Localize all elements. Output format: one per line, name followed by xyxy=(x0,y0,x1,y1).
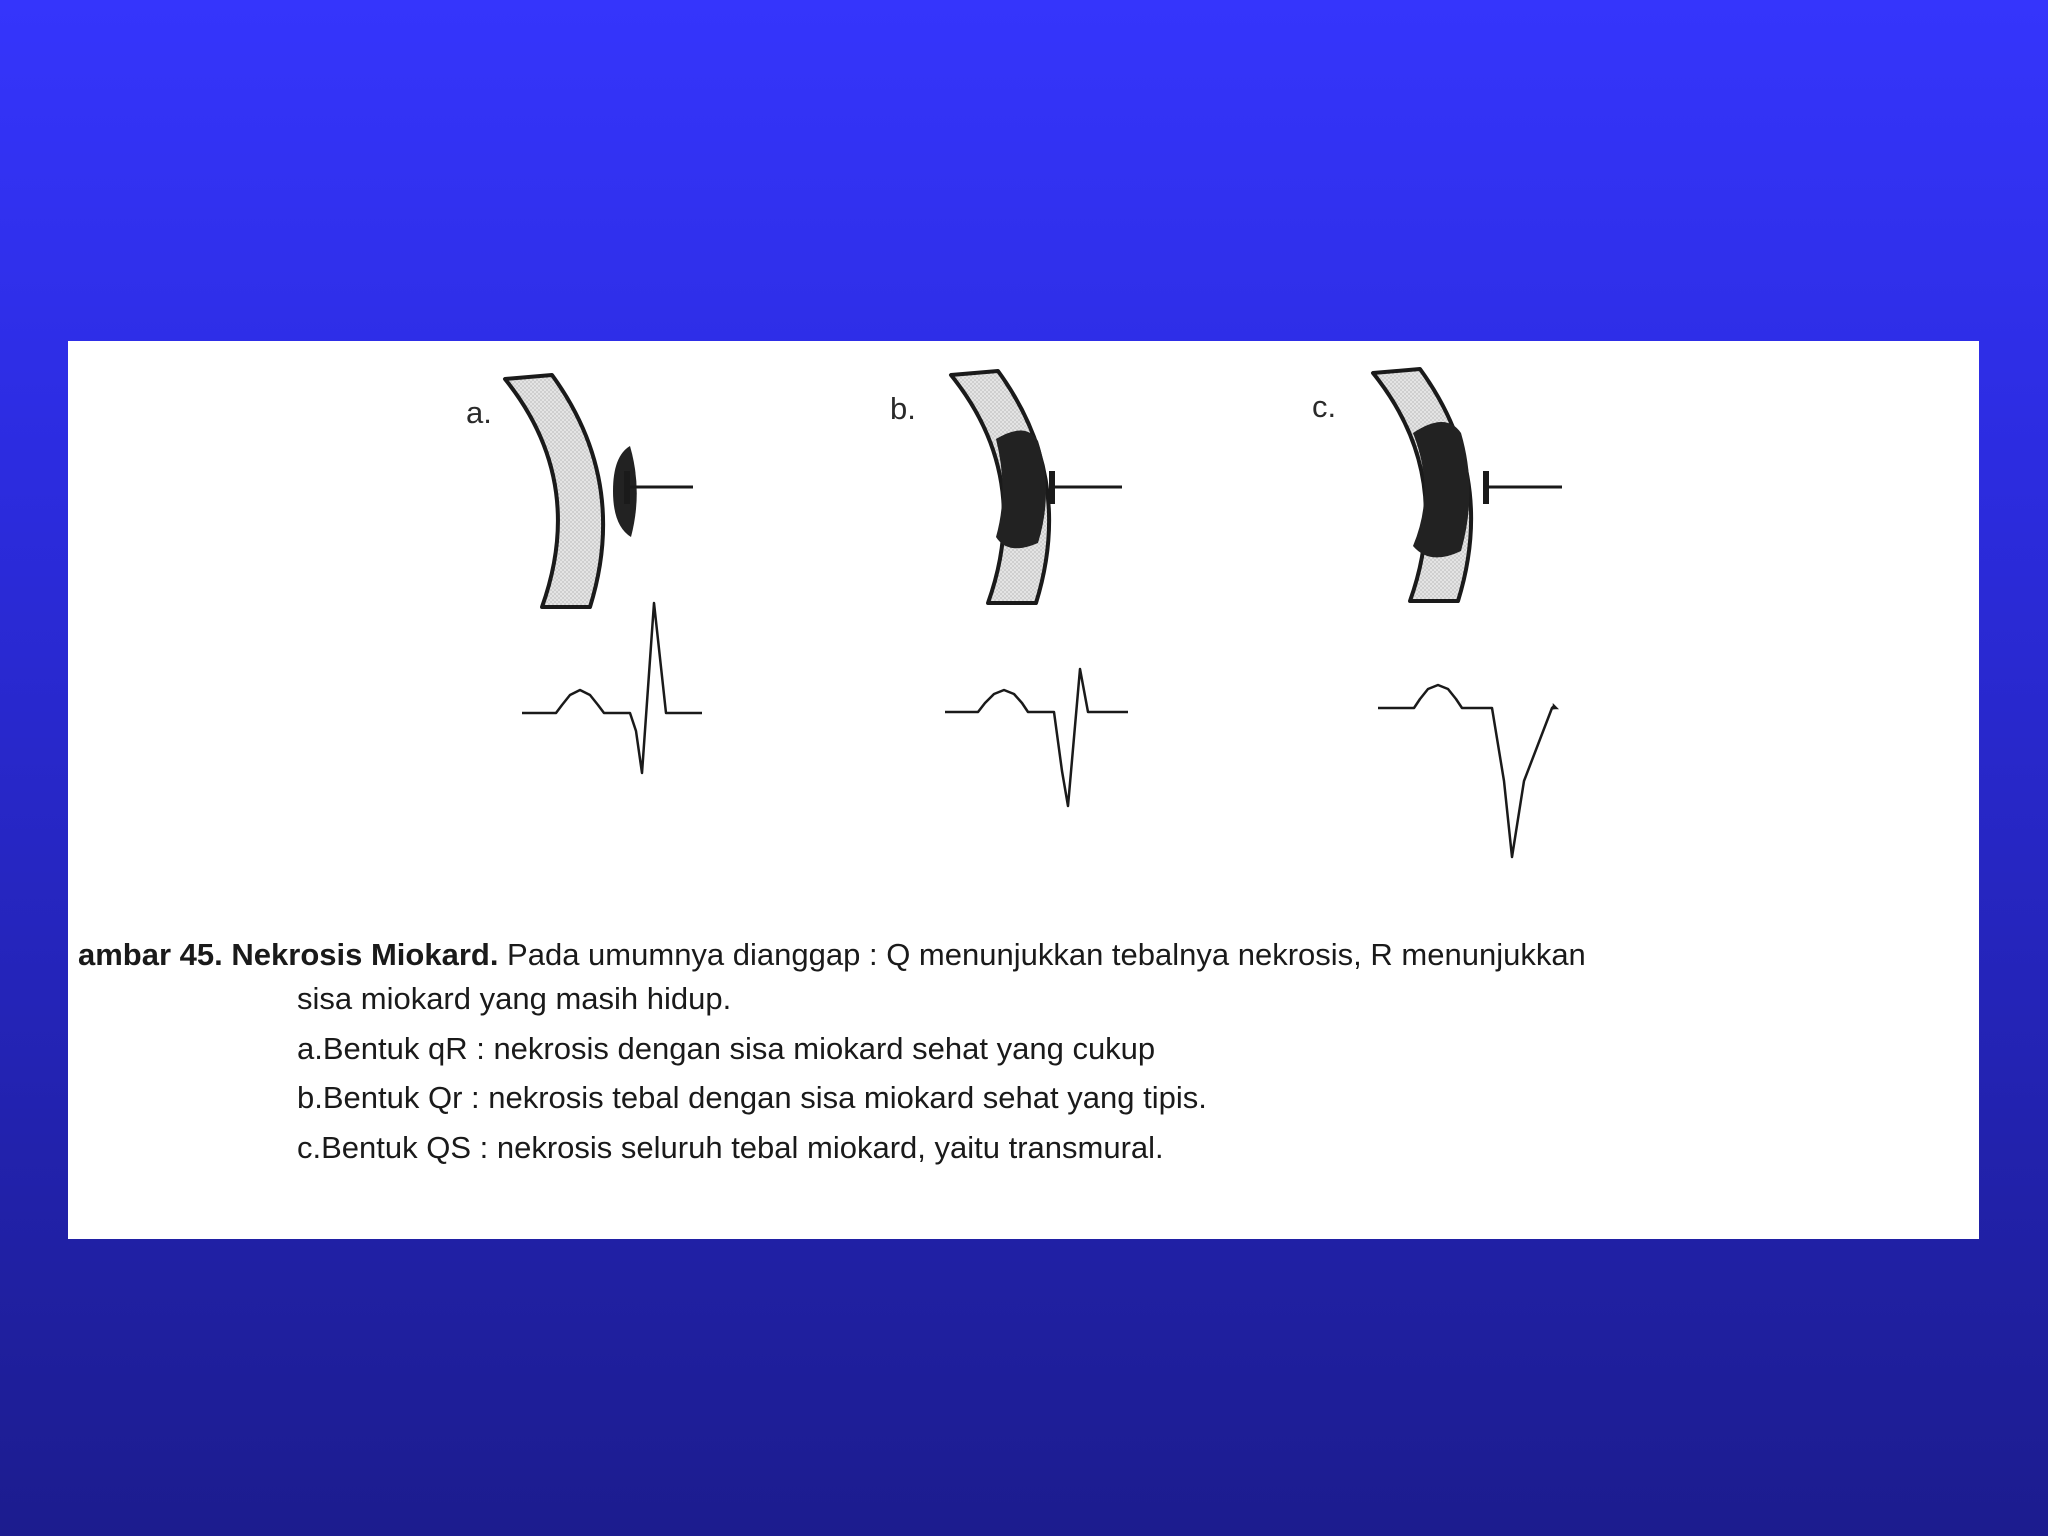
panel-b-ecg-qr-small xyxy=(945,669,1128,806)
panel-a xyxy=(466,375,702,773)
caption-intro: Pada umumnya dianggap : Q menunjukkan tebalnya nekrosis, R menunjukkan xyxy=(498,937,1586,972)
figure-title: Nekrosis Miokard. xyxy=(231,937,499,972)
caption-item-c: c.Bentuk QS : nekrosis seluruh tebal miokard, yaitu transmural. xyxy=(297,1130,1164,1165)
caption-item-b: b.Bentuk Qr : nekrosis tebal dengan sisa miokard sehat yang tipis. xyxy=(297,1080,1207,1115)
panel-c xyxy=(1312,369,1562,857)
figure-number: ambar 45. xyxy=(78,937,223,972)
panel-b xyxy=(890,371,1128,806)
caption-item-a: a.Bentuk qR : nekrosis dengan sisa miokard sehat yang cukup xyxy=(297,1031,1156,1066)
panel-a-ecg-qr xyxy=(522,603,702,773)
figure-panel xyxy=(68,341,1979,1239)
panel-a-myocardium xyxy=(505,375,603,607)
panel-b-necrosis xyxy=(996,430,1046,548)
panel-a-label: a. xyxy=(466,395,492,430)
panel-c-necrosis xyxy=(1413,422,1470,557)
caption-line-2: sisa miokard yang masih hidup. xyxy=(297,981,732,1016)
panel-c-ecg-qs xyxy=(1378,685,1554,857)
panel-c-label: c. xyxy=(1312,389,1337,424)
necrosis-diagram xyxy=(68,341,1979,941)
caption-line-1 xyxy=(78,933,1586,977)
panel-b-label: b. xyxy=(890,391,916,426)
